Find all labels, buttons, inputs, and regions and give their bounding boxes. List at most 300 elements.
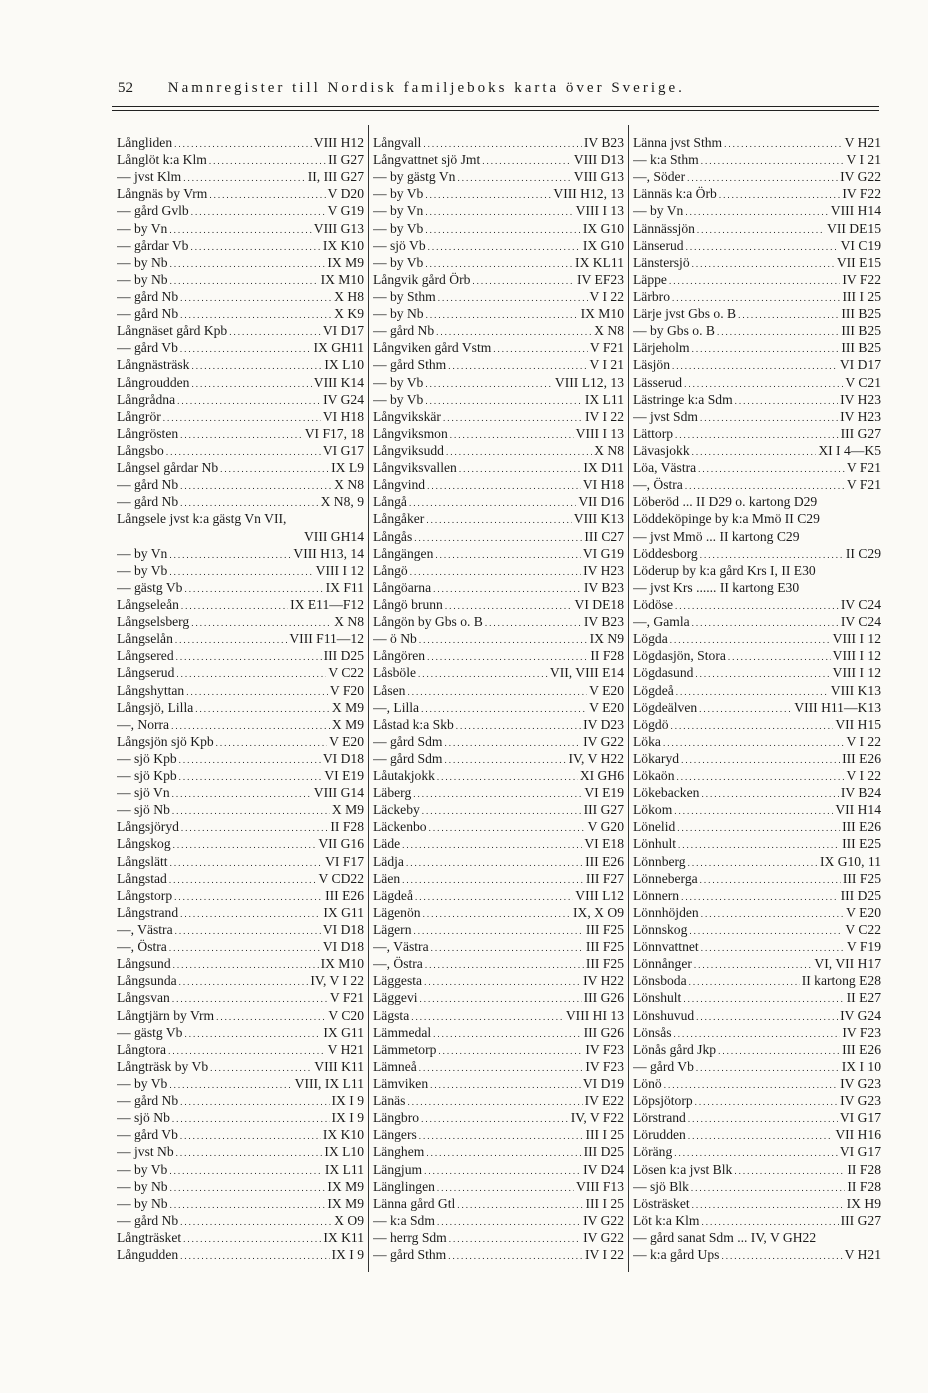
index-entry <box>633 528 881 545</box>
map-reference: III G27 <box>583 802 624 818</box>
dot-leader <box>718 1043 840 1058</box>
index-entry <box>117 528 364 545</box>
dot-leader <box>216 735 327 750</box>
index-entry <box>117 425 364 442</box>
entry-name: Löa, Västra <box>633 460 697 476</box>
entry-name: — gård Sthm <box>373 1247 447 1263</box>
index-entry <box>117 1109 364 1126</box>
dot-leader <box>674 1026 841 1041</box>
dot-leader <box>425 256 573 271</box>
dot-leader <box>415 889 573 904</box>
entry-name: Långås <box>373 528 413 544</box>
index-entry <box>633 801 881 818</box>
entry-name: Långselån <box>117 631 173 647</box>
map-reference: VIII H13, 14 <box>293 545 364 561</box>
index-entry <box>633 1143 881 1160</box>
map-reference: VIII, IX L11 <box>294 1076 364 1092</box>
map-reference: II, III G27 <box>307 169 364 185</box>
map-reference: VII H14 <box>835 802 881 818</box>
index-entry <box>633 202 881 219</box>
dot-leader <box>170 1197 326 1212</box>
entry-name: — gård Nb <box>117 477 179 493</box>
entry-name: Lävasjokk <box>633 442 690 458</box>
map-reference: III E25 <box>842 836 881 852</box>
dot-leader <box>173 957 319 972</box>
dot-leader <box>169 1077 292 1092</box>
map-reference: IX H9 <box>846 1195 881 1211</box>
dot-leader <box>413 786 582 801</box>
map-reference: IX G10 <box>582 220 624 236</box>
index-entry <box>373 408 624 425</box>
entry-name: — by Vb <box>117 1076 168 1092</box>
index-entry <box>633 185 881 202</box>
dot-leader <box>229 324 321 339</box>
map-reference: IX I 9 <box>331 1247 364 1263</box>
index-entry <box>633 955 881 972</box>
index-entry <box>633 1178 881 1195</box>
dot-leader <box>163 410 321 425</box>
map-reference: X M9 <box>331 699 364 715</box>
index-entry <box>373 1041 624 1058</box>
entry-name: Löberöd ... II D29 o. kartong D29 <box>633 494 818 510</box>
map-reference: VIII F11—12 <box>289 631 364 647</box>
entry-name: — jvst Krs ...... II kartong E30 <box>633 579 800 595</box>
index-entry <box>373 853 624 870</box>
dot-leader <box>431 940 584 955</box>
entry-name: Långsjöryd <box>117 819 179 835</box>
index-entry <box>633 682 881 699</box>
map-reference: IV G22 <box>840 169 881 185</box>
map-reference: VII, VIII E14 <box>549 665 624 681</box>
map-reference: VI G17 <box>839 1144 881 1160</box>
index-entry <box>373 870 624 887</box>
map-reference: VI, VII H17 <box>814 956 881 972</box>
entry-name: Långtjärn by Vrm <box>117 1007 215 1023</box>
map-reference: III F27 <box>585 870 624 886</box>
index-entry <box>633 493 881 510</box>
map-reference: X N8, 9 <box>320 494 364 510</box>
map-reference: II kartong E28 <box>801 973 881 989</box>
map-reference: IX G11 <box>323 1024 364 1040</box>
index-entry <box>373 185 624 202</box>
index-column-1 <box>117 134 364 1263</box>
dot-leader <box>171 718 330 733</box>
entry-name: Långsele jvst k:a gästg Vn VII, <box>117 511 287 527</box>
dot-leader <box>437 1180 574 1195</box>
dot-leader <box>191 358 322 373</box>
entry-name: Lökaön <box>633 768 675 784</box>
dot-leader <box>721 1248 842 1263</box>
map-reference: II F28 <box>847 1161 881 1177</box>
entry-name: Lönnern <box>633 887 680 903</box>
dot-leader <box>699 701 792 716</box>
index-entry <box>117 1178 364 1195</box>
map-reference: III B25 <box>841 340 881 356</box>
dot-leader <box>692 444 817 459</box>
entry-name: Låsböle <box>373 665 417 681</box>
dot-leader <box>688 855 818 870</box>
entry-name: Läggevi <box>373 990 418 1006</box>
entry-name: Långvind <box>373 477 426 493</box>
dot-leader <box>421 701 587 716</box>
index-entry <box>633 596 881 613</box>
map-reference: IV B23 <box>583 579 624 595</box>
dot-leader <box>700 410 838 425</box>
index-entry <box>373 305 624 322</box>
entry-name: Långträsket <box>117 1230 182 1245</box>
index-entry <box>633 853 881 870</box>
dot-leader <box>177 393 321 408</box>
index-entry <box>117 938 364 955</box>
dot-leader <box>450 427 574 442</box>
entry-name: Långå <box>373 494 407 510</box>
entry-name: Långrör <box>117 408 161 424</box>
map-reference: V I 21 <box>589 357 624 373</box>
map-reference: VIII K11 <box>314 1058 364 1074</box>
map-reference: IX K10 <box>322 237 364 253</box>
dot-leader <box>426 307 579 322</box>
entry-name: Långseleån <box>117 596 179 612</box>
dot-leader <box>686 239 839 254</box>
dot-leader <box>674 803 833 818</box>
map-reference: VIII H14 <box>830 203 881 219</box>
dot-leader <box>689 923 843 938</box>
index-entry <box>117 1246 364 1263</box>
entry-name: Långsbo <box>117 442 164 458</box>
index-entry <box>633 510 881 527</box>
dot-leader <box>179 752 321 767</box>
map-reference: VIII H12 <box>313 135 364 150</box>
map-reference: VI D18 <box>322 750 364 766</box>
map-reference: XI I 4—K5 <box>818 442 881 458</box>
entry-name: Långvall <box>373 135 422 150</box>
index-entry <box>373 699 624 716</box>
index-entry <box>373 1246 624 1263</box>
index-entry <box>373 664 624 681</box>
dot-leader <box>695 666 830 681</box>
entry-name: Långskog <box>117 836 171 852</box>
dot-leader <box>701 906 844 921</box>
entry-name: Långören <box>373 648 426 664</box>
dot-leader <box>482 153 572 168</box>
map-reference: V E20 <box>589 699 624 715</box>
map-reference: III I 25 <box>585 1195 624 1211</box>
entry-name: — gästg Vb <box>117 579 183 595</box>
entry-name: Långvattnet sjö Jmt <box>373 152 481 168</box>
dot-leader <box>410 564 581 579</box>
entry-name: Läberg <box>373 785 412 801</box>
dot-leader <box>216 1009 326 1024</box>
dot-leader <box>169 547 291 562</box>
index-entry <box>373 493 624 510</box>
entry-name: — by Vn <box>633 203 684 219</box>
dot-leader <box>402 837 582 852</box>
map-reference: VIII D13 <box>573 152 624 168</box>
index-entry <box>117 1143 364 1160</box>
entry-name: Längers <box>373 1127 417 1143</box>
index-entry <box>633 476 881 493</box>
entry-name: Långudden <box>117 1247 179 1263</box>
entry-name: — gård Sdm <box>373 733 443 749</box>
map-reference: VI G19 <box>582 545 624 561</box>
entry-name: Läppe <box>633 271 667 287</box>
entry-name: — gårdar Vb <box>117 237 189 253</box>
dot-leader <box>676 684 829 699</box>
index-entry <box>633 339 881 356</box>
dot-leader <box>683 991 844 1006</box>
dot-leader <box>172 803 330 818</box>
dot-leader <box>423 906 571 921</box>
dot-leader <box>422 803 582 818</box>
index-entry <box>117 613 364 630</box>
dot-leader <box>669 273 840 288</box>
dot-leader <box>724 136 842 151</box>
entry-name: Lönnberg <box>633 853 686 869</box>
entry-name: — k:a gård Ups <box>633 1247 720 1263</box>
index-entry <box>373 220 624 237</box>
map-reference: VI E18 <box>584 836 624 852</box>
map-reference: VI D17 <box>839 357 881 373</box>
entry-name: Lörstrand <box>633 1110 686 1126</box>
index-entry <box>633 442 881 459</box>
dot-leader <box>430 1077 581 1092</box>
entry-name: Lökom <box>633 802 673 818</box>
map-reference: VIII I 12 <box>832 648 881 664</box>
index-entry <box>373 356 624 373</box>
map-reference: III D25 <box>583 1144 624 1160</box>
entry-name: — by Vn <box>117 220 168 236</box>
entry-name: — herrg Sdm <box>373 1230 447 1245</box>
index-entry <box>373 1007 624 1024</box>
index-entry <box>633 921 881 938</box>
entry-name: Långö <box>373 562 408 578</box>
entry-name: Långrösten <box>117 425 179 441</box>
dot-leader <box>700 872 841 887</box>
entry-name: Långstad <box>117 870 167 886</box>
index-entry <box>633 699 881 716</box>
dot-leader <box>438 290 588 305</box>
dot-leader <box>672 358 838 373</box>
dot-leader <box>425 376 553 391</box>
index-entry <box>117 408 364 425</box>
index-entry <box>633 1058 881 1075</box>
entry-name: — gästg Vb <box>117 1024 183 1040</box>
dot-leader <box>685 478 845 493</box>
map-reference: VIII I 12 <box>832 665 881 681</box>
map-reference: VII H15 <box>835 716 881 732</box>
entry-name: — gård Gvlb <box>117 203 189 219</box>
map-reference: IV G22 <box>583 1230 624 1245</box>
dot-leader <box>701 940 845 955</box>
index-entry <box>373 1178 624 1195</box>
map-reference: III G26 <box>583 1024 624 1040</box>
index-entry <box>373 151 624 168</box>
map-reference: IV C24 <box>840 596 881 612</box>
dot-leader <box>444 735 581 750</box>
index-entry <box>373 784 624 801</box>
entry-name: Lögdasund <box>633 665 694 681</box>
dot-leader <box>425 187 551 202</box>
map-reference: V I 21 <box>846 152 881 168</box>
index-entry <box>117 1007 364 1024</box>
map-reference: VI D18 <box>322 939 364 955</box>
entry-name: — by Vb <box>373 220 424 236</box>
entry-name: Lögdeå <box>633 682 674 698</box>
map-reference: IV D24 <box>583 1161 624 1177</box>
index-entry <box>373 767 624 784</box>
dot-leader <box>688 1111 838 1126</box>
index-entry <box>117 305 364 322</box>
dot-leader <box>425 393 583 408</box>
map-reference: IX M9 <box>327 1195 364 1211</box>
map-reference: V G20 <box>587 819 624 835</box>
map-reference: III G27 <box>840 425 881 441</box>
entry-name: Långnäs by Vrm <box>117 186 208 202</box>
map-reference: IV B24 <box>840 785 881 801</box>
entry-name: — jvst Klm <box>117 169 182 185</box>
entry-name: Långöarna <box>373 579 432 595</box>
index-entry <box>633 220 881 237</box>
dot-leader <box>180 906 321 921</box>
index-entry <box>117 1126 364 1143</box>
map-reference: V F20 <box>329 682 364 698</box>
index-entry <box>117 767 364 784</box>
map-reference: V H21 <box>844 135 881 150</box>
dot-leader <box>419 1060 584 1075</box>
index-entry <box>117 1024 364 1041</box>
map-reference: IV I 22 <box>584 1247 624 1263</box>
dot-leader <box>181 598 288 613</box>
index-entry <box>373 921 624 938</box>
map-reference: IX L10 <box>324 357 364 373</box>
index-entry <box>633 1161 881 1178</box>
map-reference: VIII G14 <box>313 785 364 801</box>
index-entry <box>117 322 364 339</box>
dot-leader <box>414 923 584 938</box>
entry-name: Långviksvallen <box>373 460 457 476</box>
column-divider-2 <box>628 125 629 1272</box>
map-reference: X M9 <box>331 802 364 818</box>
dot-leader <box>701 1214 838 1229</box>
map-reference: VII D16 <box>578 494 624 510</box>
entry-name: — by Vb <box>117 562 168 578</box>
index-entry <box>117 1058 364 1075</box>
map-reference: IX K10 <box>322 1127 364 1143</box>
index-entry <box>117 716 364 733</box>
entry-name: Länserud <box>633 237 684 253</box>
map-reference: V I 22 <box>589 288 624 304</box>
dot-leader <box>179 974 309 989</box>
dot-leader <box>190 239 320 254</box>
map-reference: V E20 <box>846 904 881 920</box>
dot-leader <box>169 940 321 955</box>
map-reference: VIII HI 13 <box>565 1007 624 1023</box>
entry-name: — jvst Nb <box>117 1144 174 1160</box>
index-entry <box>117 801 364 818</box>
dot-leader <box>183 1231 321 1246</box>
map-reference: II F28 <box>590 648 624 664</box>
entry-name: Lättorp <box>633 425 674 441</box>
header-rule-bottom <box>112 110 879 111</box>
index-entry <box>117 921 364 938</box>
map-reference: IV G22 <box>583 733 624 749</box>
entry-name: Långserud <box>117 665 175 681</box>
index-entry <box>633 1007 881 1024</box>
entry-name: Lönås gård Jkp <box>633 1041 717 1057</box>
entry-name: — sjö Blk <box>633 1178 689 1194</box>
map-reference: III G26 <box>583 990 624 1006</box>
dot-leader <box>184 1026 321 1041</box>
column-divider-1 <box>368 125 369 1272</box>
dot-leader <box>429 820 586 835</box>
index-entry <box>117 904 364 921</box>
entry-name: Löräng <box>633 1144 673 1160</box>
index-entry <box>117 442 364 459</box>
dot-leader <box>419 1128 584 1143</box>
dot-leader <box>735 393 838 408</box>
entry-name: — k:a Sdm <box>373 1212 435 1228</box>
index-entry <box>633 784 881 801</box>
entry-name: — sjö Kpb <box>117 768 177 784</box>
index-entry <box>373 374 624 391</box>
index-entry <box>117 853 364 870</box>
map-reference: IV F23 <box>585 1058 624 1074</box>
map-reference: IV F23 <box>585 1041 624 1057</box>
index-entry <box>117 682 364 699</box>
index-entry <box>117 818 364 835</box>
dot-leader <box>406 855 583 870</box>
index-entry <box>117 220 364 237</box>
index-entry <box>117 835 364 852</box>
entry-name: Löddeköpinge by k:a Mmö II C29 <box>633 511 820 527</box>
map-reference: VI D18 <box>322 922 364 938</box>
index-entry <box>633 271 881 288</box>
dot-leader <box>174 889 323 904</box>
index-entry <box>373 801 624 818</box>
index-entry <box>373 1092 624 1109</box>
entry-name: Läckenbo <box>373 819 427 835</box>
dot-leader <box>426 512 571 527</box>
dot-leader <box>170 273 319 288</box>
dot-leader <box>175 923 321 938</box>
entry-name: — gård Vb <box>117 1127 178 1143</box>
map-reference: V H21 <box>327 1041 364 1057</box>
map-reference: VI E19 <box>324 768 364 784</box>
index-entry <box>373 528 624 545</box>
index-entry <box>633 989 881 1006</box>
entry-name: Lönshult <box>633 990 682 1006</box>
map-reference: IV I 22 <box>584 408 624 424</box>
entry-name: Löpsjötorp <box>633 1093 693 1109</box>
dot-leader <box>166 444 321 459</box>
index-entry <box>373 288 624 305</box>
index-entry <box>633 716 881 733</box>
index-entry <box>633 237 881 254</box>
dot-leader <box>681 752 840 767</box>
index-entry <box>373 442 624 459</box>
map-reference: VI H18 <box>582 477 624 493</box>
map-reference: III G27 <box>840 1212 881 1228</box>
dot-leader <box>173 837 317 852</box>
index-entry <box>373 391 624 408</box>
dot-leader <box>209 187 325 202</box>
map-reference: II G27 <box>328 152 364 168</box>
entry-name: Längbro <box>373 1110 420 1126</box>
map-reference: IX F11 <box>325 579 364 595</box>
dot-leader <box>675 598 839 613</box>
map-reference: VIII K13 <box>573 511 624 527</box>
entry-name: — by Vb <box>373 186 424 202</box>
